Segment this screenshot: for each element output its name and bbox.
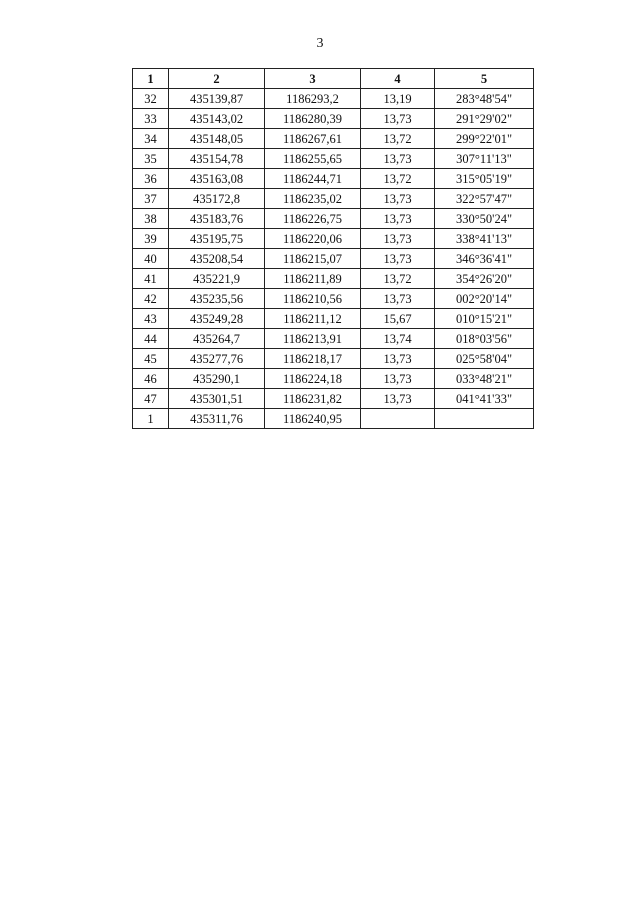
table-cell: 435277,76	[169, 349, 265, 369]
table-cell: 307°11'13"	[435, 149, 534, 169]
table-header-row	[133, 69, 534, 89]
table-cell: 15,67	[361, 309, 435, 329]
table-row	[133, 149, 534, 169]
page-number: 3	[316, 36, 324, 51]
table-row	[133, 109, 534, 129]
header-cell: 4	[361, 69, 435, 89]
table-cell: 1186293,2	[265, 89, 361, 109]
table-cell: 45	[133, 349, 169, 369]
table-cell: 346°36'41"	[435, 249, 534, 269]
table-row	[133, 169, 534, 189]
table-cell: 13,73	[361, 209, 435, 229]
table-cell: 13,73	[361, 289, 435, 309]
table-cell: 435249,28	[169, 309, 265, 329]
coordinates-table	[132, 68, 534, 429]
table-cell: 38	[133, 209, 169, 229]
table-cell: 435195,75	[169, 229, 265, 249]
table-row	[133, 269, 534, 289]
table-cell: 1186280,39	[265, 109, 361, 129]
table-cell: 13,19	[361, 89, 435, 109]
table-cell: 13,73	[361, 109, 435, 129]
table-cell: 13,73	[361, 389, 435, 409]
table-cell: 033°48'21"	[435, 369, 534, 389]
table-cell: 41	[133, 269, 169, 289]
table-cell: 1186224,18	[265, 369, 361, 389]
table-cell: 39	[133, 229, 169, 249]
table-cell: 40	[133, 249, 169, 269]
table-row	[133, 389, 534, 409]
table-cell: 1186226,75	[265, 209, 361, 229]
table-cell: 13,73	[361, 229, 435, 249]
table-cell: 1186235,02	[265, 189, 361, 209]
table-cell: 435148,05	[169, 129, 265, 149]
table-cell: 435163,08	[169, 169, 265, 189]
table-cell: 1186215,07	[265, 249, 361, 269]
table-cell: 1186211,89	[265, 269, 361, 289]
table-cell: 46	[133, 369, 169, 389]
table-row	[133, 369, 534, 389]
table-cell: 435143,02	[169, 109, 265, 129]
table-cell: 435172,8	[169, 189, 265, 209]
table-cell: 44	[133, 329, 169, 349]
table-cell: 1186213,91	[265, 329, 361, 349]
table-cell: 43	[133, 309, 169, 329]
table-cell: 018°03'56"	[435, 329, 534, 349]
table-cell: 338°41'13"	[435, 229, 534, 249]
table-cell: 283°48'54"	[435, 89, 534, 109]
table-cell: 1186220,06	[265, 229, 361, 249]
table-cell: 315°05'19"	[435, 169, 534, 189]
table-cell: 1186210,56	[265, 289, 361, 309]
table-row	[133, 89, 534, 109]
table-cell: 330°50'24"	[435, 209, 534, 229]
table-cell: 435183,76	[169, 209, 265, 229]
table-cell: 13,73	[361, 149, 435, 169]
table-cell: 435154,78	[169, 149, 265, 169]
table-body	[133, 89, 534, 429]
header-cell: 3	[265, 69, 361, 89]
table-cell: 041°41'33"	[435, 389, 534, 409]
table-cell: 1186240,95	[265, 409, 361, 429]
table-row	[133, 409, 534, 429]
table-cell: 435208,54	[169, 249, 265, 269]
table-cell: 1186255,65	[265, 149, 361, 169]
table-cell: 13,73	[361, 349, 435, 369]
table-cell: 13,72	[361, 169, 435, 189]
table-row	[133, 309, 534, 329]
table-cell: 435235,56	[169, 289, 265, 309]
table-cell: 435139,87	[169, 89, 265, 109]
table-row	[133, 249, 534, 269]
table-cell	[435, 409, 534, 429]
table-row	[133, 229, 534, 249]
table-cell: 32	[133, 89, 169, 109]
table-cell: 435311,76	[169, 409, 265, 429]
table-cell: 435290,1	[169, 369, 265, 389]
table-row	[133, 189, 534, 209]
table-row	[133, 349, 534, 369]
table-cell: 42	[133, 289, 169, 309]
table-cell: 435264,7	[169, 329, 265, 349]
table-cell: 435221,9	[169, 269, 265, 289]
table-cell: 1186231,82	[265, 389, 361, 409]
table-cell: 1186244,71	[265, 169, 361, 189]
table-cell: 13,73	[361, 189, 435, 209]
table-cell: 13,72	[361, 129, 435, 149]
header-cell: 1	[133, 69, 169, 89]
table-cell: 13,74	[361, 329, 435, 349]
table-cell: 33	[133, 109, 169, 129]
table-cell: 35	[133, 149, 169, 169]
table-cell: 1	[133, 409, 169, 429]
table-row	[133, 209, 534, 229]
header-cell: 5	[435, 69, 534, 89]
table-cell: 002°20'14"	[435, 289, 534, 309]
table-cell: 13,73	[361, 369, 435, 389]
table-cell: 010°15'21"	[435, 309, 534, 329]
table-cell: 34	[133, 129, 169, 149]
table-cell: 322°57'47"	[435, 189, 534, 209]
header-cell: 2	[169, 69, 265, 89]
table-cell: 13,73	[361, 249, 435, 269]
table-cell: 37	[133, 189, 169, 209]
table-cell: 435301,51	[169, 389, 265, 409]
table-cell: 025°58'04"	[435, 349, 534, 369]
table-row	[133, 289, 534, 309]
table-cell: 1186211,12	[265, 309, 361, 329]
table-cell: 1186218,17	[265, 349, 361, 369]
table-cell: 291°29'02"	[435, 109, 534, 129]
table-cell: 47	[133, 389, 169, 409]
table-cell: 354°26'20"	[435, 269, 534, 289]
table-row	[133, 329, 534, 349]
table-cell: 36	[133, 169, 169, 189]
table-cell: 299°22'01"	[435, 129, 534, 149]
table-cell	[361, 409, 435, 429]
table-cell: 1186267,61	[265, 129, 361, 149]
table-cell: 13,72	[361, 269, 435, 289]
table-row	[133, 129, 534, 149]
